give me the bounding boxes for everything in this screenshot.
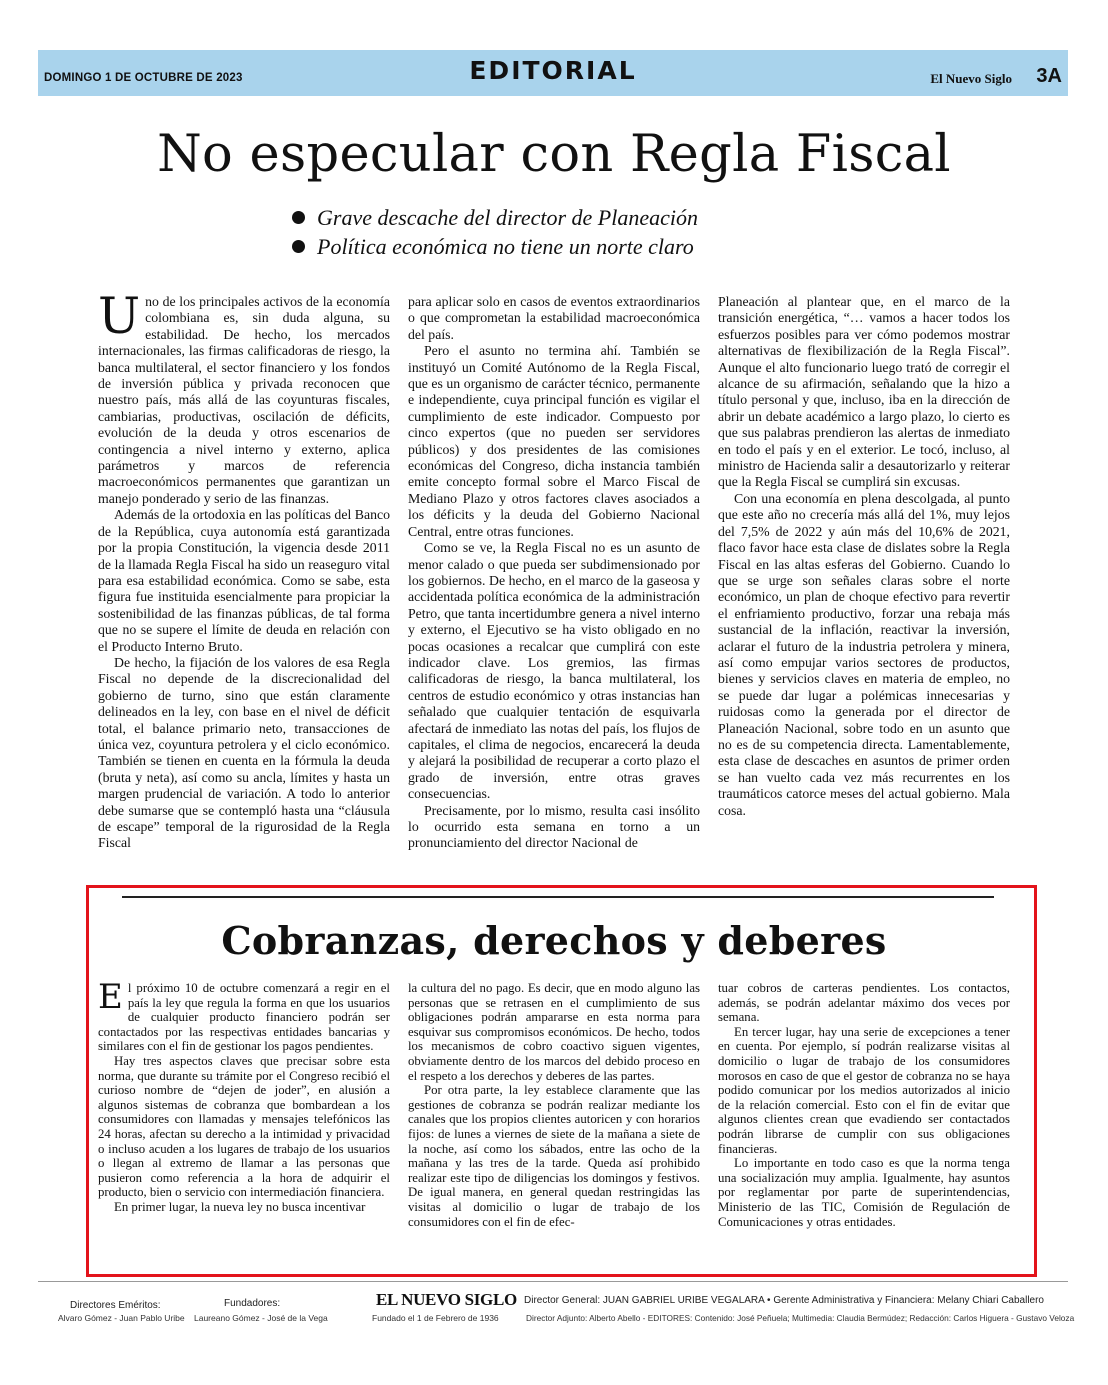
paragraph: Hay tres aspectos claves que precisar sobre esta norma, que durante su trámite por el Congreso recibió el curioso nombre de “dejen de joder”, en alusión a algunos sistemas de cobranza que bombardean a los consumidores con llamadas y mensajes telefónicos las 24 horas, afectan su derecho a la intimidad y privacidad o incluso acuden a los lugares de trabajo de los usuarios o llegan al extremo de llamar a las personas que pusieron como referencia a la hora de adquirir el producto, bien o servicio con intermediación financiera. bbox=[98, 1053, 390, 1200]
paragraph: Pero el asunto no termina ahí. También se instituyó un Comité Autónomo de la Regla Fiscal, que es un organismo de carácter técnico, permanente e independiente, cuya principal función es vigilar el cumplimiento de este indicador. Compuesto por cinco expertos (que no pueden ser servidores públicos) y dos presidentes de las comisiones económicas del Congreso, dicha instancia también emite concepto formal sobre el Marco Fiscal de Mediano Plazo y otros factores claves asociados a los déficits y la deuda del Gobierno Nacional Central, entre otras funciones. bbox=[408, 343, 700, 539]
paragraph: Uno de los principales activos de la economía colombiana es, sin duda alguna, su estabilidad. De hecho, los mercados internacionales, las firmas calificadoras de riesgo, la banca multilateral, el sector financiero y los fondos de inversión pública y privada reconocen que nuestro país, más allá de las coyunturas fiscales, cambiarias, productivas, oscilación de déficits, evolución de la deuda y otros escenarios de contingencia a nivel interno y externo, aplica parámetros y marcos de referencia macroeconómicos permanentes que garantizan un manejo ponderado y serio de las finanzas. bbox=[98, 287, 390, 506]
paragraph: la cultura del no pago. Es decir, que en modo alguno las personas que se retrasen en el cumplimiento de sus obligaciones podrán ampararse en esta norma para esquivar sus compromisos económicos. De hecho, todos los mecanismos de cobro coactivo siguen vigentes, obviamente dentro de los marcos del debido proceso en el respeto a los derechos y deberes de las partes. bbox=[408, 981, 700, 1083]
summary-bullet bbox=[292, 203, 698, 232]
paragraph: En primer lugar, la nueva ley no busca incentivar bbox=[114, 1199, 366, 1214]
editorial-summary bbox=[292, 203, 698, 261]
paragraph: Además de la ortodoxia en las políticas del Banco de la República, cuya autonomía está garantizada por la propia Constitución, la vigencia desde 2011 de la llamada Regla Fiscal ha sido un reaseguro vital para esa estabilidad económica. Como se sabe, esta figura fue instituida esencialmente para propiciar la sostenibilidad de las finanzas públicas, de tal forma que no se supere el límite de deuda en relación con el Producto Interno Bruto. bbox=[98, 507, 390, 654]
paragraph: Por otra parte, la ley establece claramente que las gestiones de cobranza se podrán realizar mediante los canales que los propios clientes autoricen y con horarios fijos: de lunes a viernes de siete de la mañana a siete de la noche, así como los sábados, entre las ocho de la mañana y las tres de la tarde. Queda así prohibido realizar este tipo de diligencias los domingos y festivos. De igual manera, en general quedan restringidas las visitas al domicilio o lugar de trabajo de los consumidores con el fin de efec- bbox=[408, 1083, 700, 1229]
directores-block bbox=[70, 1300, 161, 1311]
paragraph: El próximo 10 de octubre comenzará a regir en el país la ley que regula la forma en que los usuarios de cualquier producto financiero podrán ser contactados por las respectivas entidades bancarias y similares con el fin de gestionar los pagos pendientes. bbox=[98, 977, 390, 1054]
drop-cap: E bbox=[98, 977, 123, 1017]
footer-divider bbox=[38, 1281, 1068, 1282]
paper-name: El Nuevo Siglo bbox=[930, 71, 1012, 86]
article-column-2 bbox=[408, 294, 700, 852]
paragraph: Precisamente, por lo mismo, resulta casi insólito lo ocurrido esta semana en torno a un pronunciamiento del director Nacional de bbox=[408, 802, 700, 851]
drop-cap: U bbox=[98, 287, 141, 345]
paper-logo: EL NUEVO SIGLO bbox=[376, 1290, 517, 1309]
second-article-column-3 bbox=[718, 981, 1010, 1229]
fundadores-block bbox=[224, 1298, 280, 1309]
summary-text: Política económica no tiene un norte claro bbox=[317, 233, 694, 259]
directores-names: Alvaro Gómez - Juan Pablo Uribe bbox=[58, 1313, 185, 1323]
paragraph: En tercer lugar, hay una serie de excepciones a tener en cuenta. Por ejemplo, sí podrán realizarse visitas al domicilio o lugar de trabajo de los consumidores morosos en caso de que el gestor de cobranza no se haya podido comunicar por los medios autorizados al inicio de la relación comercial. Esto con el fin de evitar que algunos clientes crean que evadiendo ser contactados podrán librarse de cumplir con sus obligaciones financieras. bbox=[718, 1024, 1010, 1156]
fundadores-label: Fundadores: bbox=[224, 1298, 281, 1309]
credits-line-1: Director General: JUAN GABRIEL URIBE VEGALARA • Gerente Administrativa y Financiera: Melany Chiari Caballero bbox=[524, 1295, 1044, 1306]
second-article-column-1 bbox=[98, 977, 390, 1215]
section-header bbox=[38, 50, 1068, 96]
bullet-dot-icon bbox=[292, 240, 305, 253]
paragraph: Como se ve, la Regla Fiscal no es un asunto de menor calado o que pueda ser subdimensionado por los gobiernos. De hecho, en el marco de la gaseosa y accidentada política económica de la administración Petro, que tanta incertidumbre genera a nivel interno y externo, el Ejecutivo se ha visto obligado en no pocas ocasiones a recalcar que cumplirá con este indicador clave. Los gremios, las firmas calificadoras de riesgo, la banca multilateral, los centros de estudio económico y otras instancias han señalado que cualquier tentación de esquivarla afectará de inmediato las notas del país, los flujos de capitales, el clima de negocios, encarecerá la deuda y alejará la posibilidad de recuperar a corto plazo el grado de inversión, entre otras graves consecuencias. bbox=[408, 540, 700, 802]
paragraph: para aplicar solo en casos de eventos extraordinarios o que comprometan la estabilidad macroeconómica del país. bbox=[408, 294, 700, 342]
issue-date: DOMINGO 1 DE OCTUBRE DE 2023 bbox=[44, 72, 243, 84]
paragraph: Planeación al plantear que, en el marco de la transición energética, “… vamos a hacer todos los esfuerzos posibles para ver cómo podemos mostrar alternativas de flexibilización de la Regla Fiscal”. Aunque el alto funcionario luego trató de corregir el alcance de su afirmación, señalando que la hizo a título personal y que, incluso, iba en la dirección de abrir un debate académico a largo plazo, lo cierto es que sus palabras prendieron las alertas de inmediato en todo el país y en el exterior. Le tocó, incluso, al ministro de Hacienda salir a desautorizarlo y reiterar que la Regla Fiscal se cumplirá sin excusas. bbox=[718, 294, 1010, 490]
paragraph: Lo importante en todo caso es que la norma tenga una socialización muy amplia. Igualmente, hay asuntos por reglamentar por parte de superintendencias, Ministerio de las TIC, Comisión de Regulación de Comunicaciones y otras entidades. bbox=[718, 1156, 1010, 1229]
article-column-1 bbox=[98, 287, 390, 852]
paragraph: De hecho, la fijación de los valores de esa Regla Fiscal no depende de la discrecionalidad del gobierno de turno, sino que están claramente delineados en la ley, con base en el nivel de déficit total, el balance primario neto, transacciones de única vez, coyuntura petrolera y el ciclo económico. También se tienen en cuenta en la fórmula la deuda (bruta y neta), así como su ancla, límites y hasta un margen prudencial de variación. A todo lo anterior debe sumarse que se contempló hasta una “cláusula de escape” temporal de la rigurosidad de la Regla Fiscal bbox=[98, 654, 390, 851]
second-editorial-headline: Cobranzas, derechos y deberes bbox=[221, 918, 887, 963]
bullet-dot-icon bbox=[292, 211, 305, 224]
fundadores-names: Laureano Gómez - José de la Vega bbox=[194, 1313, 328, 1323]
directores-label: Directores Eméritos: bbox=[70, 1300, 161, 1311]
section-title: EDITORIAL bbox=[469, 56, 637, 85]
page-number: 3A bbox=[1036, 65, 1062, 87]
paragraph: tuar cobros de carteras pendientes. Los contactos, además, se podrán adelantar máximo dos veces por semana. bbox=[718, 981, 1010, 1025]
summary-bullet bbox=[292, 232, 698, 261]
credits-line-2: Director Adjunto: Alberto Abello - EDITORES: Contenido: José Peñuela; Multimedia: Claudia Bermúdez; Redacción: Carlos Higuera - Gustavo Veloza bbox=[526, 1313, 1075, 1323]
paragraph: Con una economía en plena descolgada, al punto que este año no crecería más allá del 1%, muy lejos del 7,5% de 2022 y aún más del 10,6% de 2021, flaco favor hace esta clase de dislates sobre la Regla Fiscal en las altas esferas del Gobierno. Cuando lo que se urge son señales claras sobre el norte económico, un plan de choque efectivo para revertir el enfriamiento productivo, forzar una rebaja más sustancial de la inflación, reactivar la inversión, aclarar el futuro de la industria petrolera y minera, así como empujar varios sectores de productos, bienes y servicios claves en materia de empleo, no se puede dar lugar a polémicas innecesarias y ruidosas como la generada por el director de Planeación Nacional, sobre todo en un asunto que no es de su competencia directa. Lamentablemente, esta clase de descaches en asuntos de primer orden se han vuelto cada vez más recurrentes en los traumáticos catorce meses del actual gobierno. Mala cosa. bbox=[718, 490, 1010, 818]
divider bbox=[122, 896, 994, 898]
summary-text: Grave descache del director de Planeación bbox=[317, 204, 698, 230]
second-article-column-2 bbox=[408, 981, 700, 1229]
article-column-3 bbox=[718, 294, 1010, 819]
founded-date: Fundado el 1 de Febrero de 1936 bbox=[372, 1313, 499, 1323]
editorial-headline: No especular con Regla Fiscal bbox=[157, 125, 951, 184]
